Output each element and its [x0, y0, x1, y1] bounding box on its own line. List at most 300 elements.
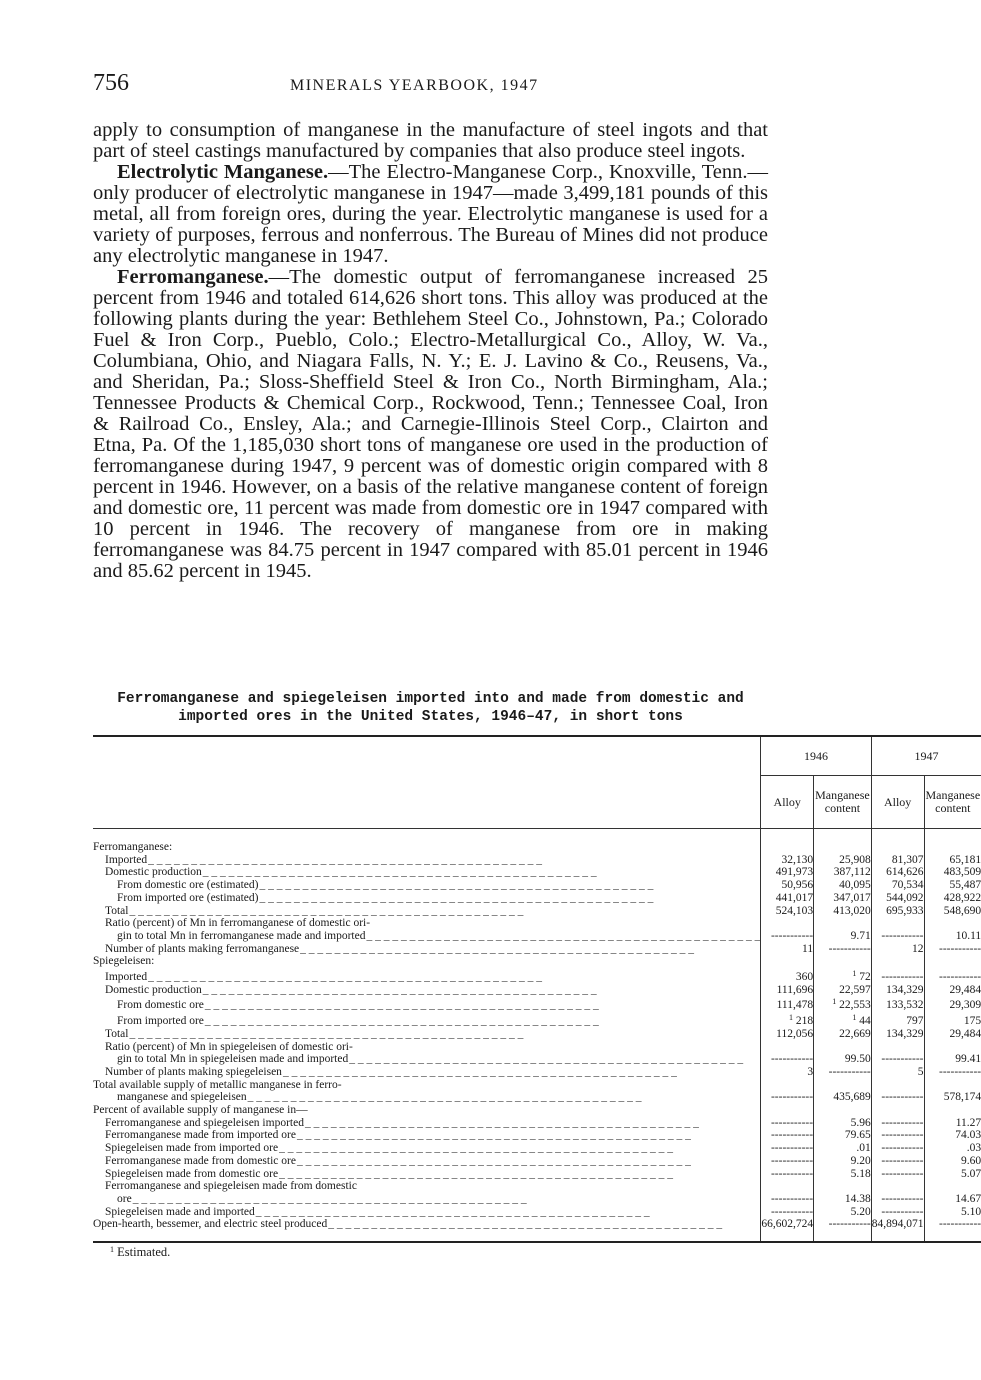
cell-a47 — [871, 854, 924, 867]
leader-dots: _ _ _ _ _ _ _ _ _ _ _ _ _ _ _ _ _ _ _ _ _ _ _ _ _ _ _ _ _ _ _ _ _ _ _ _ _ _ _ _ _ _ _ _ _ _ — [366, 929, 761, 942]
cell-a46 — [761, 1180, 814, 1193]
table-row — [93, 1079, 981, 1092]
cell-value: 14.67 — [955, 1192, 981, 1205]
cell-m47 — [924, 1012, 981, 1028]
table-row — [93, 866, 981, 879]
table-row — [93, 1206, 981, 1219]
cell-value: 10.11 — [955, 929, 981, 942]
cell-value: 22,669 — [839, 1027, 871, 1040]
row-label — [93, 1206, 761, 1219]
row-label-text: From imported ore — [117, 1015, 204, 1028]
table-row — [93, 1218, 981, 1242]
cell-m47 — [924, 1218, 981, 1242]
row-label-text: Number of plants making spiegeleisen — [105, 1065, 282, 1078]
cell-a46 — [761, 1206, 814, 1219]
table-row — [93, 829, 981, 854]
leader-dots: _ _ _ _ _ _ _ _ _ _ _ _ _ _ _ _ _ _ _ _ _ _ _ _ _ _ _ _ _ _ _ _ _ _ _ _ _ _ _ _ _ _ _ _ _ _ — [349, 1053, 744, 1066]
cell-m46 — [814, 1155, 872, 1168]
cell-a47 — [871, 1079, 924, 1092]
cell-value: 5 — [917, 1065, 924, 1078]
cell-m46 — [814, 1028, 872, 1041]
cell-value: 99.41 — [955, 1053, 981, 1066]
cell-value: 112,056 — [776, 1027, 814, 1040]
cell-value: 347,017 — [833, 891, 871, 904]
row-label — [93, 917, 761, 930]
cell-value: 65,181 — [949, 853, 981, 866]
table-row — [93, 879, 981, 892]
cell-m46 — [814, 1180, 872, 1193]
cell-value: 11 — [802, 942, 814, 955]
cell-a46 — [761, 968, 814, 984]
dash-placeholder: ----------- — [828, 1065, 871, 1078]
cell-m46 — [814, 930, 872, 943]
cell-value: 66,602,724 — [761, 1218, 814, 1231]
cell-a47 — [871, 1129, 924, 1142]
cell-m46 — [814, 905, 872, 918]
cell-a46 — [761, 829, 814, 854]
footnote-ref: 1 — [852, 1013, 857, 1023]
dash-placeholder: ----------- — [770, 1129, 814, 1142]
leader-dots: _ _ _ _ _ _ _ _ _ _ _ _ _ _ _ _ _ _ _ _ _ _ _ _ _ _ _ _ _ _ _ _ _ _ _ _ _ _ _ _ _ _ _ _ _ _ — [204, 1015, 599, 1028]
section-heading-electrolytic: Electrolytic Manganese. — [117, 161, 329, 183]
cell-value: 435,689 — [833, 1091, 871, 1104]
row-label-text: Total available supply of metallic manganese in ferro- — [93, 1078, 342, 1091]
table-body — [93, 829, 981, 1243]
row-label-text: Imported — [105, 853, 148, 866]
row-label-text: Number of plants making ferromanganese — [105, 942, 300, 955]
table-row — [93, 968, 981, 984]
cell-value: 133,532 — [886, 999, 924, 1012]
cell-m46 — [814, 1053, 872, 1066]
cell-a46 — [761, 1168, 814, 1181]
cell-a46 — [761, 1193, 814, 1206]
cell-a46 — [761, 943, 814, 956]
row-label — [93, 930, 761, 943]
cell-value: 548,690 — [943, 904, 981, 917]
row-label-text: Spiegeleisen made and imported — [105, 1205, 255, 1218]
cell-m47 — [924, 996, 981, 1012]
leader-dots: _ _ _ _ _ _ _ _ _ _ _ _ _ _ _ _ _ _ _ _ _ _ _ _ _ _ _ _ _ _ _ _ _ _ _ _ _ _ _ _ _ _ _ _ _ _ — [259, 891, 654, 904]
cell-a47 — [871, 1028, 924, 1041]
cell-m46 — [814, 1012, 872, 1028]
footnote-ref: 1 — [788, 1013, 793, 1023]
cell-a47 — [871, 996, 924, 1012]
running-title: MINERALS YEARBOOK, 1947 — [290, 77, 539, 94]
cell-value: 70,534 — [891, 879, 924, 892]
row-label — [93, 1168, 761, 1181]
cell-m46 — [814, 1168, 872, 1181]
leader-dots: _ _ _ _ _ _ _ _ _ _ _ _ _ _ _ _ _ _ _ _ _ _ _ _ _ _ _ _ _ _ _ _ _ _ _ _ _ _ _ _ _ _ _ _ _ _ — [148, 853, 543, 866]
section-heading-ferromanganese: Ferromanganese. — [117, 266, 269, 288]
cell-a46 — [761, 1028, 814, 1041]
cell-a46 — [761, 1091, 814, 1104]
row-label-text: ore — [117, 1192, 132, 1205]
cell-value: 74.03 — [955, 1129, 981, 1142]
cell-a46 — [761, 892, 814, 905]
cell-a47 — [871, 984, 924, 997]
cell-value: 29,309 — [949, 999, 981, 1012]
cell-value: 44 — [859, 1015, 871, 1028]
cell-m47 — [924, 984, 981, 997]
row-label-text: Ferromanganese made from imported ore — [105, 1129, 296, 1142]
table-row — [93, 930, 981, 943]
cell-value: 614,626 — [886, 866, 924, 879]
cell-m47 — [924, 1117, 981, 1130]
cell-a46 — [761, 879, 814, 892]
table-row — [93, 996, 981, 1012]
table-caption-line: Ferromanganese and spiegeleisen imported into and made from domestic and — [117, 691, 744, 707]
row-label-text: From domestic ore (estimated) — [117, 879, 259, 892]
cell-value: 175 — [963, 1015, 981, 1028]
row-label — [93, 1218, 761, 1242]
row-label — [93, 866, 761, 879]
cell-m47 — [924, 879, 981, 892]
cell-m47 — [924, 1129, 981, 1142]
cell-a46 — [761, 1053, 814, 1066]
dash-placeholder: ----------- — [939, 1065, 981, 1078]
cell-a47 — [871, 866, 924, 879]
row-label — [93, 1142, 761, 1155]
cell-m47 — [924, 829, 981, 854]
cell-a46 — [761, 1041, 814, 1054]
cell-value: 797 — [906, 1015, 924, 1028]
row-label-text: Ratio (percent) of Mn in spiegeleisen of domestic ori- — [105, 1040, 353, 1053]
cell-value: 3 — [807, 1065, 814, 1078]
cell-a46 — [761, 917, 814, 930]
row-label-text: From imported ore (estimated) — [117, 891, 259, 904]
cell-a46 — [761, 1104, 814, 1117]
leader-dots: _ _ _ _ _ _ _ _ _ _ _ _ _ _ _ _ _ _ _ _ _ _ _ _ _ _ _ _ _ _ _ _ _ _ _ _ _ _ _ _ _ _ _ _ _ _ — [148, 971, 543, 984]
cell-a46 — [761, 984, 814, 997]
table-row — [93, 1180, 981, 1193]
cell-a47 — [871, 829, 924, 854]
stub-header — [93, 736, 761, 829]
footnote-ref: 1 — [832, 997, 837, 1007]
leader-dots: _ _ _ _ _ _ _ _ _ _ _ _ _ _ _ _ _ _ _ _ _ _ _ _ _ _ _ _ _ _ _ _ _ _ _ _ _ _ _ _ _ _ _ _ _ _ — [300, 942, 695, 955]
table-row — [93, 943, 981, 956]
cell-value: 11.27 — [955, 1116, 981, 1129]
cell-value: 544,092 — [886, 891, 924, 904]
row-label — [93, 955, 761, 968]
table-caption-line: imported ores in the United States, 1946–47, in short tons — [178, 709, 683, 725]
table-row — [93, 1117, 981, 1130]
cell-value: 81,307 — [891, 853, 924, 866]
cell-m46 — [814, 1218, 872, 1242]
table-row — [93, 1041, 981, 1054]
cell-m47 — [924, 1079, 981, 1092]
paragraph-intro: apply to consumption of manganese in the manufacture of steel ingots and that part of steel castings manufactured by companies that also produce steel ingots. — [93, 119, 768, 162]
dash-placeholder: ----------- — [770, 1053, 814, 1066]
data-table — [93, 735, 981, 1243]
table-row — [93, 1104, 981, 1117]
cell-m46 — [814, 1206, 872, 1219]
cell-value: 218 — [795, 1015, 814, 1028]
cell-value: 428,922 — [943, 891, 981, 904]
leader-dots: _ _ _ _ _ _ _ _ _ _ _ _ _ _ _ _ _ _ _ _ _ _ _ _ _ _ _ _ _ _ _ _ _ _ _ _ _ _ _ _ _ _ _ _ _ _ — [247, 1091, 642, 1104]
cell-a46 — [761, 1066, 814, 1079]
table-caption — [93, 690, 768, 726]
cell-m47 — [924, 1193, 981, 1206]
table-row — [93, 984, 981, 997]
row-label — [93, 1012, 761, 1028]
cell-a46 — [761, 996, 814, 1012]
cell-value: 40,095 — [839, 879, 871, 892]
cell-value: 9.20 — [850, 1154, 871, 1167]
cell-m46 — [814, 968, 872, 984]
cell-a47 — [871, 1206, 924, 1219]
leader-dots: _ _ _ _ _ _ _ _ _ _ _ _ _ _ _ _ _ _ _ _ _ _ _ _ _ _ _ _ _ _ _ _ _ _ _ _ _ _ _ _ _ _ _ _ _ _ — [204, 999, 599, 1012]
row-label-text: Imported — [105, 971, 148, 984]
cell-m47 — [924, 1104, 981, 1117]
row-label-text: From domestic ore — [117, 999, 204, 1012]
paragraph-electrolytic — [93, 162, 768, 267]
leader-dots: _ _ _ _ _ _ _ _ _ _ _ _ _ _ _ _ _ _ _ _ _ _ _ _ _ _ _ _ _ _ _ _ _ _ _ _ _ _ _ _ _ _ _ _ _ _ — [279, 1167, 673, 1180]
page-header — [93, 70, 773, 102]
cell-a47 — [871, 1193, 924, 1206]
cell-m47 — [924, 1142, 981, 1155]
cell-a47 — [871, 1168, 924, 1181]
footnote-ref: 1 — [852, 969, 857, 979]
cell-m47 — [924, 917, 981, 930]
footnote — [110, 1245, 170, 1260]
year-header-1946: 1946 — [761, 736, 871, 776]
row-label — [93, 1104, 761, 1117]
cell-m47 — [924, 1028, 981, 1041]
cell-m46 — [814, 917, 872, 930]
cell-value: 99.50 — [844, 1053, 871, 1066]
dash-placeholder: ----------- — [939, 942, 981, 955]
row-label-text: Ferromanganese made from domestic ore — [105, 1154, 296, 1167]
dash-placeholder: ----------- — [939, 1218, 981, 1231]
cell-a47 — [871, 1066, 924, 1079]
cell-a47 — [871, 1041, 924, 1054]
leader-dots: _ _ _ _ _ _ _ _ _ _ _ _ _ _ _ _ _ _ _ _ _ _ _ _ _ _ _ _ _ _ _ _ _ _ _ _ _ _ _ _ _ _ _ _ _ _ — [202, 866, 597, 879]
cell-m47 — [924, 955, 981, 968]
cell-m46 — [814, 943, 872, 956]
cell-value: 5.96 — [850, 1116, 871, 1129]
cell-m46 — [814, 854, 872, 867]
cell-m46 — [814, 996, 872, 1012]
cell-m46 — [814, 1193, 872, 1206]
cell-a47 — [871, 1155, 924, 1168]
row-label — [93, 1193, 761, 1206]
cell-m47 — [924, 943, 981, 956]
cell-value: 111,696 — [776, 983, 814, 996]
cell-m47 — [924, 892, 981, 905]
row-label-text: Ferromanganese: — [93, 841, 173, 853]
cell-value: 55,487 — [949, 879, 981, 892]
row-label — [93, 1117, 761, 1130]
leader-dots: _ _ _ _ _ _ _ _ _ _ _ _ _ _ _ _ _ _ _ _ _ _ _ _ _ _ _ _ _ _ _ _ _ _ _ _ _ _ _ _ _ _ _ _ _ _ — [296, 1129, 691, 1142]
row-label — [93, 1041, 761, 1054]
cell-m46 — [814, 1066, 872, 1079]
row-label — [93, 1180, 761, 1193]
row-label — [93, 892, 761, 905]
cell-value: 578,174 — [943, 1091, 981, 1104]
leader-dots: _ _ _ _ _ _ _ _ _ _ _ _ _ _ _ _ _ _ _ _ _ _ _ _ _ _ _ _ _ _ _ _ _ _ _ _ _ _ _ _ _ _ _ _ _ _ — [304, 1116, 699, 1129]
cell-m46 — [814, 1079, 872, 1092]
dash-placeholder: ----------- — [770, 1142, 814, 1155]
cell-a47 — [871, 1142, 924, 1155]
table-row — [93, 905, 981, 918]
cell-a47 — [871, 1053, 924, 1066]
cell-a46 — [761, 866, 814, 879]
cell-value: 483,509 — [943, 866, 981, 879]
column-header-mn-1947: Manganese content — [924, 776, 981, 829]
cell-m47 — [924, 1053, 981, 1066]
footnote-mark: 1 — [110, 1245, 114, 1254]
row-label — [93, 996, 761, 1012]
row-label — [93, 1053, 761, 1066]
cell-m46 — [814, 1142, 872, 1155]
table-row — [93, 1155, 981, 1168]
cell-a47 — [871, 879, 924, 892]
cell-a47 — [871, 1218, 924, 1242]
cell-m47 — [924, 854, 981, 867]
cell-value: 5.18 — [850, 1167, 871, 1180]
row-label-text: Open-hearth, bessemer, and electric steel produced — [93, 1218, 328, 1231]
dash-placeholder: ----------- — [881, 1205, 924, 1218]
dash-placeholder: ----------- — [881, 971, 924, 984]
cell-value: 72 — [859, 971, 871, 984]
dash-placeholder: ----------- — [770, 1091, 814, 1104]
body-text — [93, 120, 768, 582]
cell-m46 — [814, 955, 872, 968]
cell-value: 491,973 — [775, 866, 814, 879]
cell-value: 29,484 — [949, 1027, 981, 1040]
paragraph-ferromanganese — [93, 267, 768, 582]
footnote-text: Estimated. — [117, 1245, 171, 1259]
row-label — [93, 1066, 761, 1079]
cell-m47 — [924, 1206, 981, 1219]
table-row — [93, 1193, 981, 1206]
cell-m46 — [814, 1129, 872, 1142]
dash-placeholder: ----------- — [828, 942, 871, 955]
cell-m46 — [814, 1091, 872, 1104]
leader-dots: _ _ _ _ _ _ _ _ _ _ _ _ _ _ _ _ _ _ _ _ _ _ _ _ _ _ _ _ _ _ _ _ _ _ _ _ _ _ _ _ _ _ _ _ _ _ — [129, 904, 524, 917]
cell-m47 — [924, 968, 981, 984]
row-label — [93, 943, 761, 956]
dash-placeholder: ----------- — [881, 929, 924, 942]
row-label — [93, 905, 761, 918]
row-label-text: gin to total Mn in ferromanganese made and imported — [117, 929, 366, 942]
table-row — [93, 1028, 981, 1041]
cell-value: 5.07 — [961, 1167, 981, 1180]
leader-dots: _ _ _ _ _ _ _ _ _ _ _ _ _ _ _ _ _ _ _ _ _ _ _ _ _ _ _ _ _ _ _ _ _ _ _ _ _ _ _ _ _ _ _ _ _ _ — [132, 1192, 527, 1205]
leader-dots: _ _ _ _ _ _ _ _ _ _ _ _ _ _ _ _ _ _ _ _ _ _ _ _ _ _ _ _ _ _ _ _ _ _ _ _ _ _ _ _ _ _ _ _ _ _ — [279, 1142, 673, 1155]
table-row — [93, 1168, 981, 1181]
row-label-text: Domestic production — [105, 983, 202, 996]
column-header-alloy-1946: Alloy — [761, 776, 814, 829]
row-label — [93, 1028, 761, 1041]
dash-placeholder: ----------- — [939, 971, 981, 984]
row-label-text: Spiegeleisen made from imported ore — [105, 1142, 279, 1155]
leader-dots: _ _ _ _ _ _ _ _ _ _ _ _ _ _ _ _ _ _ _ _ _ _ _ _ _ _ _ _ _ _ _ _ _ _ _ _ _ _ _ _ _ _ _ _ _ _ — [282, 1065, 677, 1078]
row-label-text: manganese and spiegeleisen — [117, 1091, 247, 1104]
cell-a46 — [761, 1012, 814, 1028]
cell-value: 79.65 — [844, 1129, 871, 1142]
cell-m47 — [924, 866, 981, 879]
cell-value: 695,933 — [886, 904, 924, 917]
table-row — [93, 1012, 981, 1028]
dash-placeholder: ----------- — [881, 1142, 924, 1155]
row-label — [93, 854, 761, 867]
dash-placeholder: ----------- — [770, 1154, 814, 1167]
row-label — [93, 1091, 761, 1104]
cell-value: 360 — [795, 971, 814, 984]
cell-a47 — [871, 955, 924, 968]
cell-m46 — [814, 984, 872, 997]
dash-placeholder: ----------- — [770, 1205, 814, 1218]
dash-placeholder: ----------- — [828, 1218, 871, 1231]
leader-dots: _ _ _ _ _ _ _ _ _ _ _ _ _ _ _ _ _ _ _ _ _ _ _ _ _ _ _ _ _ _ _ _ _ _ _ _ _ _ _ _ _ _ _ _ _ _ — [328, 1218, 723, 1231]
cell-m46 — [814, 866, 872, 879]
cell-a46 — [761, 905, 814, 918]
cell-value: 32,130 — [781, 853, 814, 866]
table-row — [93, 917, 981, 930]
leader-dots: _ _ _ _ _ _ _ _ _ _ _ _ _ _ _ _ _ _ _ _ _ _ _ _ _ _ _ _ _ _ _ _ _ _ _ _ _ _ _ _ _ _ _ _ _ _ — [255, 1205, 650, 1218]
page-number: 756 — [93, 70, 129, 96]
year-header-1947: 1947 — [871, 736, 981, 776]
row-label-text: Ferromanganese and spiegeleisen made from domestic — [105, 1180, 357, 1193]
cell-value: 524,103 — [775, 904, 814, 917]
row-label-text: Domestic production — [105, 866, 202, 879]
dash-placeholder: ----------- — [881, 1154, 924, 1167]
row-label-text: Percent of available supply of manganese in— — [93, 1104, 308, 1117]
cell-m47 — [924, 930, 981, 943]
cell-value: 5.20 — [850, 1205, 871, 1218]
cell-a47 — [871, 930, 924, 943]
cell-value: 22,597 — [839, 983, 871, 996]
dash-placeholder: ----------- — [770, 1167, 814, 1180]
cell-a47 — [871, 1117, 924, 1130]
cell-value: 25,908 — [839, 853, 871, 866]
row-label-text: Spiegeleisen: — [93, 955, 155, 968]
cell-value: .03 — [966, 1142, 981, 1155]
cell-value: 84,894,071 — [871, 1218, 924, 1231]
leader-dots: _ _ _ _ _ _ _ _ _ _ _ _ _ _ _ _ _ _ _ _ _ _ _ _ _ _ _ _ _ _ _ _ _ _ _ _ _ _ _ _ _ _ _ _ _ _ — [259, 879, 654, 892]
cell-value: 413,020 — [833, 904, 871, 917]
table-row — [93, 1053, 981, 1066]
cell-m46 — [814, 829, 872, 854]
row-label — [93, 1079, 761, 1092]
cell-m46 — [814, 1104, 872, 1117]
cell-a47 — [871, 1104, 924, 1117]
cell-a46 — [761, 930, 814, 943]
cell-a47 — [871, 968, 924, 984]
row-label — [93, 984, 761, 997]
cell-m47 — [924, 1091, 981, 1104]
paragraph-ferromanganese-text: —The domestic output of ferromanganese increased 25 percent from 1946 and totaled 614,626 short tons. This alloy was produced at the following plants during the year: Bethlehem Steel Co., Johnstown, Pa.; Colorado Fuel & Iron Corp., Pueblo, Colo.; Electro-Metallurgical Co., Alloy, W. Va., Columbiana, Ohio, and Niagara Falls, N. Y.; E. J. Lavino & Co., Reusens, Va., and Sheridan, Pa.; Sloss-Sheffield Steel & Iron Co., North Birmingham, Ala.; Tennessee Products & Chemical Corp., Rockwood, Tenn.; Tennessee Coal, Iron & Railroad Co., Ensley, Ala.; and Carnegie-Illinois Steel Corp., Clairton and Etna, Pa. Of the 1,185,030 short tons of manganese ore used in the production of ferromanganese during 1947, 9 percent was of domestic origin compared with 8 percent in 1946. However, on a basis of the relative manganese content of foreign and domestic ore, 11 percent was made from domestic ore in 1947 compared with 10 percent in 1946. The recovery of manganese from ore in making ferromanganese was 84.75 percent in 1947 compared with 85.01 percent in 1946 and 85.62 percent in 1945. — [93, 266, 768, 582]
cell-a47 — [871, 905, 924, 918]
cell-a47 — [871, 892, 924, 905]
table-row — [93, 955, 981, 968]
cell-a47 — [871, 943, 924, 956]
cell-a47 — [871, 917, 924, 930]
dash-placeholder: ----------- — [881, 1091, 924, 1104]
cell-value: 14.38 — [844, 1192, 871, 1205]
dash-placeholder: ----------- — [881, 1053, 924, 1066]
cell-value: 5.10 — [961, 1205, 981, 1218]
table-row — [93, 1091, 981, 1104]
row-label — [93, 829, 761, 854]
cell-value: 111,478 — [776, 999, 814, 1012]
cell-value: 134,329 — [886, 1027, 924, 1040]
dash-placeholder: ----------- — [881, 1167, 924, 1180]
cell-a46 — [761, 1117, 814, 1130]
dash-placeholder: ----------- — [770, 929, 814, 942]
cell-m46 — [814, 892, 872, 905]
